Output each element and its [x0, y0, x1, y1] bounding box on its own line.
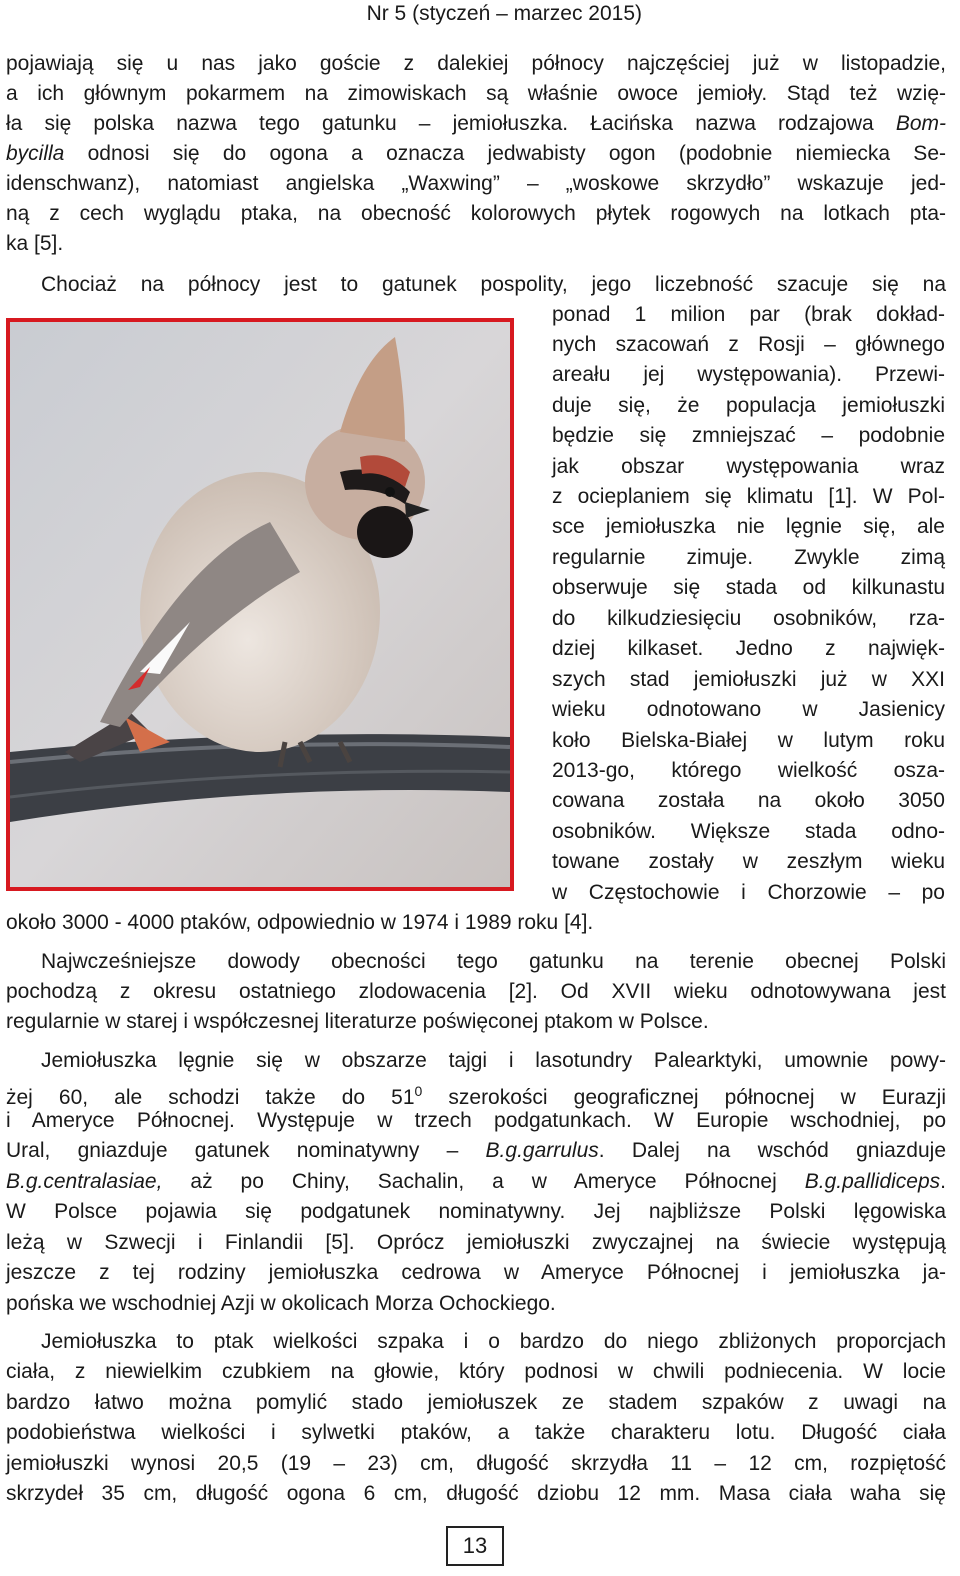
- text-line: Jemiołuszka to ptak wielkości szpaka i o bardzo do niego zbliżonych proporcjach: [41, 1330, 946, 1353]
- text-line: Jemiołuszka lęgnie się w obszarze tajgi i lasotundry Palearktyki, umownie powy-: [41, 1049, 946, 1072]
- bird-illustration: [10, 322, 510, 887]
- text-line: obserwuje się stada od kilkunastu: [552, 576, 945, 599]
- text-line: ponad 1 milion par (brak dokład-: [552, 303, 945, 326]
- page-header: Nr 5 (styczeń – marzec 2015): [366, 2, 642, 25]
- text-line: a ich głównym pokarmem na zimowiskach są właśnie owoce jemioły. Stąd też wzię-: [6, 82, 946, 105]
- text-line: bardzo łatwo można pomylić stado jemiołuszek ze stadem szpaków z uwagi na: [6, 1391, 946, 1414]
- text-line: ła się polska nazwa tego gatunku – jemiołuszka. Łacińska nazwa rodzajowa Bom-: [6, 112, 946, 135]
- text-line: Najwcześniejsze dowody obecności tego gatunku na terenie obecnej Polski: [41, 950, 946, 973]
- text-line: bycilla odnosi się do ogona a oznacza jedwabisty ogon (podobnie niemiecka Se-: [6, 142, 946, 165]
- text-line: duje się, że populacja jemiołuszki: [552, 394, 945, 417]
- text-line: żej 60, ale schodzi także do $51^0$ szerokości geograficznej północnej w Eurazji: [6, 1083, 946, 1109]
- text-line: szych stad jemiołuszki już w XXI: [552, 668, 945, 691]
- text-line: W Polsce pojawia się podgatunek nominatywny. Jej najbliższe Polski lęgowiska: [6, 1200, 946, 1223]
- text-line: do kilkudziesięciu osobników, rza-: [552, 607, 945, 630]
- text-line: nych szacowań z Rosji – głównego: [552, 333, 945, 356]
- text-line: dziej kilkaset. Jedno z najwięk-: [552, 637, 945, 660]
- text-line: i Ameryce Północnej. Występuje w trzech podgatunkach. W Europie wschodniej, po: [6, 1109, 946, 1132]
- text-line: w Częstochowie i Chorzowie – po: [552, 881, 945, 904]
- text-line: idenschwanz), natomiast angielska „Waxwing” – „woskowe skrzydło” wskazuje jed-: [6, 172, 946, 195]
- text-line: cowana została na około 3050: [552, 789, 945, 812]
- text-line: skrzydeł 35 cm, długość ogona 6 cm, długość dziobu 12 mm. Masa ciała waha się: [6, 1482, 946, 1505]
- text-line: regularnie zimuje. Zwykle zimą: [552, 546, 945, 569]
- text-line: regularnie w starej i współczesnej literaturze poświęconej ptakom w Polsce.: [6, 1010, 709, 1033]
- waxwing-photo: [6, 318, 514, 891]
- text-line: Chociaż na północy jest to gatunek pospolity, jego liczebność szacuje się na: [41, 273, 946, 296]
- text-line: ciała, z niewielkim czubkiem na głowie, który podnosi w chwili podniecenia. W locie: [6, 1360, 946, 1383]
- text-line: pońska we wschodniej Azji w okolicach Morza Ochockiego.: [6, 1292, 556, 1315]
- text-line: jemiołuszki wynosi 20,5 (19 – 23) cm, długość skrzydła 11 – 12 cm, rozpiętość: [6, 1452, 946, 1475]
- text-line: jeszcze z tej rodziny jemiołuszka cedrowa w Ameryce Północnej i jemiołuszka ja-: [6, 1261, 946, 1284]
- text-line: B.g.centralasiae, aż po Chiny, Sachalin, a w Ameryce Północnej B.g.pallidiceps.: [6, 1170, 946, 1193]
- text-line: około 3000 - 4000 ptaków, odpowiednio w 1974 i 1989 roku [4].: [6, 911, 594, 934]
- text-line: towane zostały w zeszłym wieku: [552, 850, 945, 873]
- text-line: pochodzą z okresu ostatniego zlodowacenia [2]. Od XVII wieku odnotowywana jest: [6, 980, 946, 1003]
- text-line: pojawiają się u nas jako goście z dalekiej północy najczęściej już w listopadzie,: [6, 52, 946, 75]
- text-line: podobieństwa wielkości i sylwetki ptaków, a także charakteru lotu. Długość ciała: [6, 1421, 946, 1444]
- text-line: będzie się zmniejszać – podobnie: [552, 424, 945, 447]
- text-line: Ural, gniazduje gatunek nominatywny – B.g.garrulus. Dalej na wschód gniazduje: [6, 1139, 946, 1162]
- text-line: koło Bielska-Białej w lutym roku: [552, 729, 945, 752]
- text-line: sce jemiołuszka nie lęgnie się, ale: [552, 515, 945, 538]
- text-line: ną z cech wyglądu ptaka, na obecność kolorowych płytek rogowych na lotkach pta-: [6, 202, 946, 225]
- text-line: osobników. Większe stada odno-: [552, 820, 945, 843]
- text-line: areału jej występowania). Przewi-: [552, 363, 945, 386]
- text-line: z ocieplaniem się klimatu [1]. W Pol-: [552, 485, 945, 508]
- text-line: ka [5].: [6, 232, 64, 255]
- text-line: leżą w Szwecji i Finlandii [5]. Oprócz jemiołuszki zwyczajnej na świecie występują: [6, 1231, 946, 1254]
- page-number: 13: [446, 1526, 504, 1566]
- text-line: wieku odnotowano w Jasienicy: [552, 698, 945, 721]
- text-line: jak obszar występowania wraz: [552, 455, 945, 478]
- text-line: 2013-go, którego wielkość osza-: [552, 759, 945, 782]
